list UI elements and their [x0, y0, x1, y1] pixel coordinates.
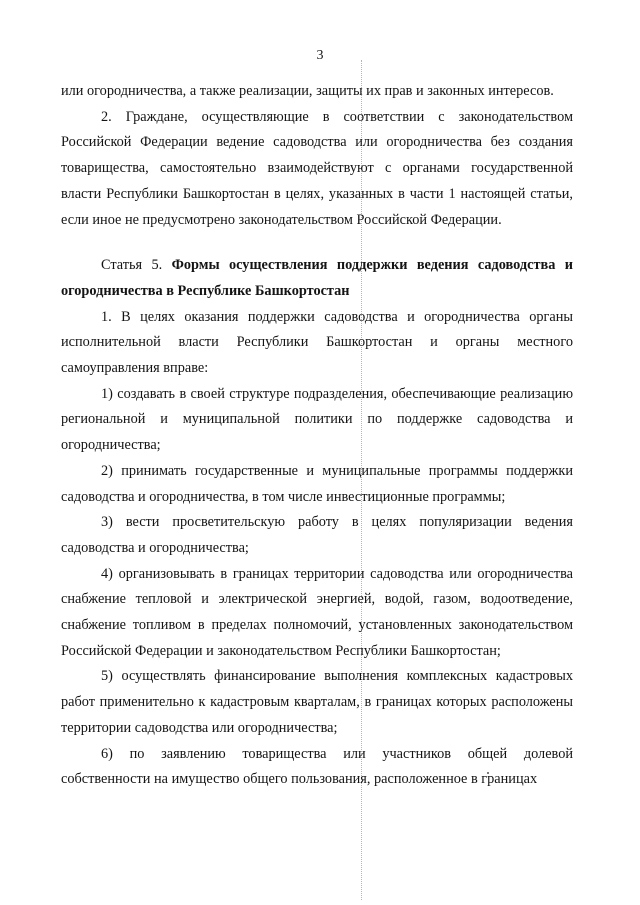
list-item-2: 2) принимать государственные и муниципальные программы поддержки садоводства и огородничества, в том числе инвестиционные программы;	[61, 462, 573, 505]
list-item-1: 1) создавать в своей структуре подразделения, обеспечивающие реализацию региональной и муниципальной политики по поддержке садоводства и огородничества;	[61, 385, 573, 454]
article-title: Формы осуществления поддержки ведения садоводства и огородничества в Республике Башкортостан	[61, 257, 573, 299]
paragraph-part-2: 2. Граждане, осуществляющие в соответствии с законодательством Российской Федерации ведение садоводства или огородничества без создания товарищества, самостоятельно взаимодействуют с органами государственной власти Республики Башкортостан в целях, указанных в части 1 настоящей статьи, если иное не предусмотрено законодательством Российской Федерации.	[61, 108, 573, 228]
paragraph-part-1: 1. В целях оказания поддержки садоводства и огородничества органы исполнительной власти Республики Башкортостан и органы местного самоуправления вправе:	[61, 308, 573, 377]
list-item-6: 6) по заявлению товарищества или участников общей долевой собственности на имущество общего пользования, расположенное в границах	[61, 745, 573, 788]
page-number: 3	[316, 48, 324, 63]
document-body	[61, 79, 573, 793]
paragraph-continuation: или огородничества, а также реализации, защиты их прав и законных интересов.	[61, 83, 554, 99]
list-item-5: 5) осуществлять финансирование выполнения комплексных кадастровых работ применительно к кадастровым кварталам, в границах которых расположены территории садоводства или огородничества;	[61, 668, 573, 736]
article-heading	[61, 253, 573, 304]
list-item-3: 3) вести просветительскую работу в целях популяризации ведения садоводства и огородничества;	[61, 514, 573, 556]
list-item-4: 4) организовывать в границах территории садоводства или огородничества снабжение тепловой и электрической энергией, водой, газом, водоотведение, снабжение топливом в пределах полномочий, установленных законодательством Российской Федерации и законодательством Республики Башкортостан;	[61, 565, 573, 659]
article-prefix: Статья 5.	[101, 257, 163, 274]
